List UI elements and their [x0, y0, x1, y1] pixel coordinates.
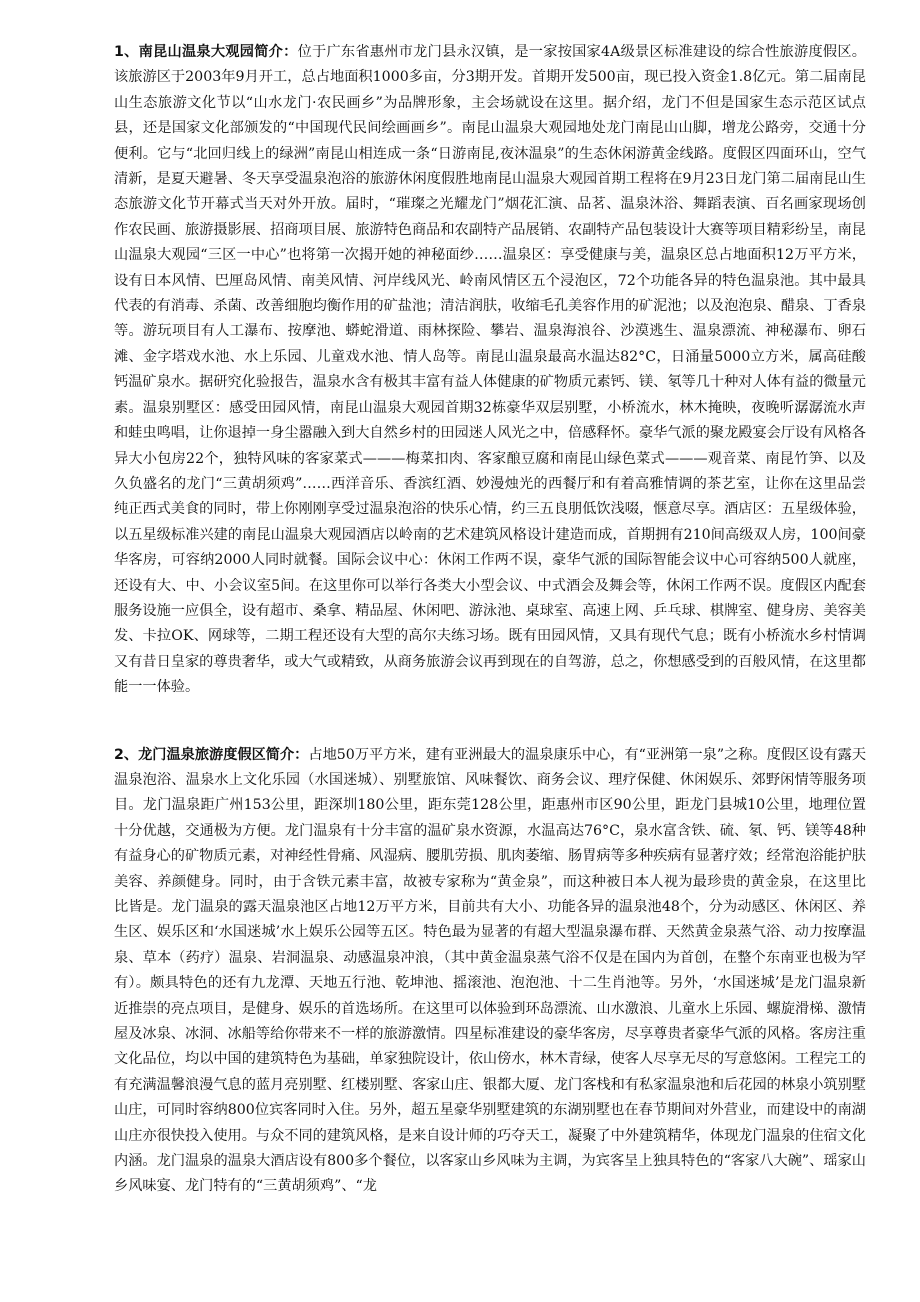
- section-2-title: 2、龙门温泉旅游度假区简介：: [114, 746, 309, 763]
- document-page: [114, 40, 866, 1200]
- section-2-body: 占地50万平方米，建有亚洲最大的温泉康乐中心，有“亚洲第一泉”之称。度假区设有露天温泉泡浴、温泉水上文化乐园（水国迷城）、别墅旅馆、风味餐饮、商务会议、理疗保健、休闲娱乐、郊野闲情等服务项目。龙门温泉距广州153公里，距深圳180公里，距东莞128公里，距惠州市区90公里，距龙门县城10公里，地理位置十分优越，交通极为方便。龙门温泉有十分丰富的温矿泉水资源，水温高达76°C，泉水富含铁、硫、氡、钙、镁等48种有益身心的矿物质元素，对神经性骨痛、风湿病、腰肌劳损、肌肉萎缩、肠胃病等多种疾病有显著疗效；经常泡浴能护肤美容、养颜健身。同时，由于含铁元素丰富，故被专家称为“黄金泉”，而这种被日本人视为最珍贵的黄金泉，在这里比比皆是。龙门温泉的露天温泉池区占地12万平方米，目前共有大小、功能各异的温泉池48个，分为动感区、休闲区、养生区、娱乐区和‘水国迷城’水上娱乐公园等五区。特色最为显著的有超大型温泉瀑布群、天然黄金泉蒸气浴、动力按摩温泉、草本（药疗）温泉、岩洞温泉、动感温泉冲浪，（其中黄金温泉蒸气浴不仅是在国内为首创，在整个东南亚也极为罕有）。颇具特色的还有九龙潭、天地五行池、乾坤池、摇滚池、泡泡池、十二生肖池等。另外，‘水国迷城’是龙门温泉新近推崇的亮点项目，是健身、娱乐的首选场所。在这里可以体验到环岛漂流、山水激浪、儿童水上乐园、螺旋滑梯、激情屋及冰泉、冰洞、冰船等给你带来不一样的旅游激情。四星标准建设的豪华客房，尽享尊贵者豪华气派的风格。客房注重文化品位，均以中国的建筑特色为基础，单家独院设计，依山傍水，林木青绿，使客人尽享无尽的写意悠闲。工程完工的有充满温馨浪漫气息的蓝月亮别墅、红楼别墅、客家山庄、银都大厦、龙门客栈和有私家温泉池和后花园的林泉小筑别墅山庄，可同时容纳800位宾客同时入住。另外，超五星豪华别墅建筑的东湖别墅也在春节期间对外营业，而建设中的南湖山庄亦很快投入使用。与众不同的建筑风格，是来自设计师的巧夺天工，凝聚了中外建筑精华，体现龙门温泉的住宿文化内涵。龙门温泉的温泉大酒店设有800多个餐位，以客家山乡风味为主调，为宾客呈上独具特色的“客家八大碗”、瑶家山乡风味宴、龙门特有的“三黄胡须鸡”、“龙: [114, 746, 867, 1195]
- section-1-paragraph: [114, 40, 866, 701]
- section-1-body: 位于广东省惠州市龙门县永汉镇，是一家按国家4A级景区标准建设的综合性旅游度假区。该旅游区于2003年9月开工，总占地面积1000多亩，分3期开发。首期开发500亩，现已投入资金1.8亿元。第二届南昆山生态旅游文化节以“山水龙门·农民画乡”为品牌形象，主会场就设在这里。据介绍，龙门不但是国家生态示范区试点县，还是国家文化部颁发的“中国现代民间绘画画乡”。南昆山温泉大观园地处龙门南昆山山脚，增龙公路旁，交通十分便利。它与“北回归线上的绿洲”南昆山相连成一条“日游南昆,夜沐温泉”的生态休闲游黄金线路。度假区四面环山，空气清新，是夏天避暑、冬天享受温泉泡浴的旅游休闲度假胜地南昆山温泉大观园首期工程将在9月23日龙门第二届南昆山生态旅游文化节开幕式当天对外开放。届时，“璀璨之光耀龙门”烟花汇演、品茗、温泉沐浴、舞蹈表演、百名画家现场创作农民画、旅游摄影展、招商项目展、旅游特色商品和农副特产品展销、农副特产品包装设计大赛等项目精彩纷呈，南昆山温泉大观园“三区一中心”也将第一次揭开她的神秘面纱……温泉区：享受健康与美，温泉区总占地面积12万平方米，设有日本风情、巴厘岛风情、南美风情、河岸线风光、岭南风情区五个浸泡区，72个功能各异的特色温泉池。其中最具代表的有消毒、杀菌、改善细胞均衡作用的矿盐池；清洁润肤，收缩毛孔美容作用的矿泥池；以及泡泡泉、醋泉、丁香泉等。游玩项目有人工瀑布、按摩池、蟒蛇滑道、雨林探险、攀岩、温泉海浪谷、沙漠逃生、温泉漂流、神秘瀑布、卵石滩、金字塔戏水池、水上乐园、儿童戏水池、情人岛等。南昆山温泉最高水温达82°C，日涌量5000立方米，属高硅酸钙温矿泉水。据研究化验报告，温泉水含有极其丰富有益人体健康的矿物质元素钙、镁、氡等几十种对人体有益的微量元素。温泉别墅区：感受田园风情，南昆山温泉大观园首期32栋豪华双层别墅，小桥流水，林木掩映，夜晚听潺潺流水声和蛙虫鸣唱，让你退掉一身尘嚣融入到大自然乡村的田园迷人风光之中，倍感释怀。豪华气派的聚龙殿宴会厅设有风格各异大小包房22个，独特风味的客家菜式———梅菜扣肉、客家酿豆腐和南昆山绿色菜式———观音菜、南昆竹笋、以及久负盛名的龙门“三黄胡须鸡”……西洋音乐、香滨红酒、妙漫烛光的西餐厅和有着高雅情调的茶艺室，让你在这里品尝纯正西式美食的同时，带上你刚刚享受过温泉泡浴的快乐心情，约三五良朋低饮浅啜，惬意尽享。酒店区：五星级体验，以五星级标准兴建的南昆山温泉大观园酒店以岭南的艺术建筑风格设计建造而成，首期拥有210间高级双人房，100间豪华客房，可容纳2000人同时就餐。国际会议中心：休闲工作两不误，豪华气派的国际智能会议中心可容纳500人就座，还设有大、中、小会议室5间。在这里你可以举行各类大小型会议、中式酒会及舞会等，休闲工作两不误。度假区内配套服务设施一应俱全，设有超市、桑拿、精品屋、休闲吧、游泳池、桌球室、高速上网、乒乓球、棋牌室、健身房、美容美发、卡拉OK、网球等，二期工程还设有大型的高尔夫练习场。既有田园风情，又具有现代气息；既有小桥流水乡村情调又有昔日皇家的尊贵奢华，或大气或精致，从商务旅游会议再到现在的自驾游，总之，你想感受到的百般风情，在这里都能一一体验。: [114, 44, 866, 696]
- section-1-title: 1、南昆山温泉大观园简介：: [114, 44, 298, 60]
- section-divider-space: [114, 701, 866, 743]
- section-2-paragraph: [114, 743, 866, 1200]
